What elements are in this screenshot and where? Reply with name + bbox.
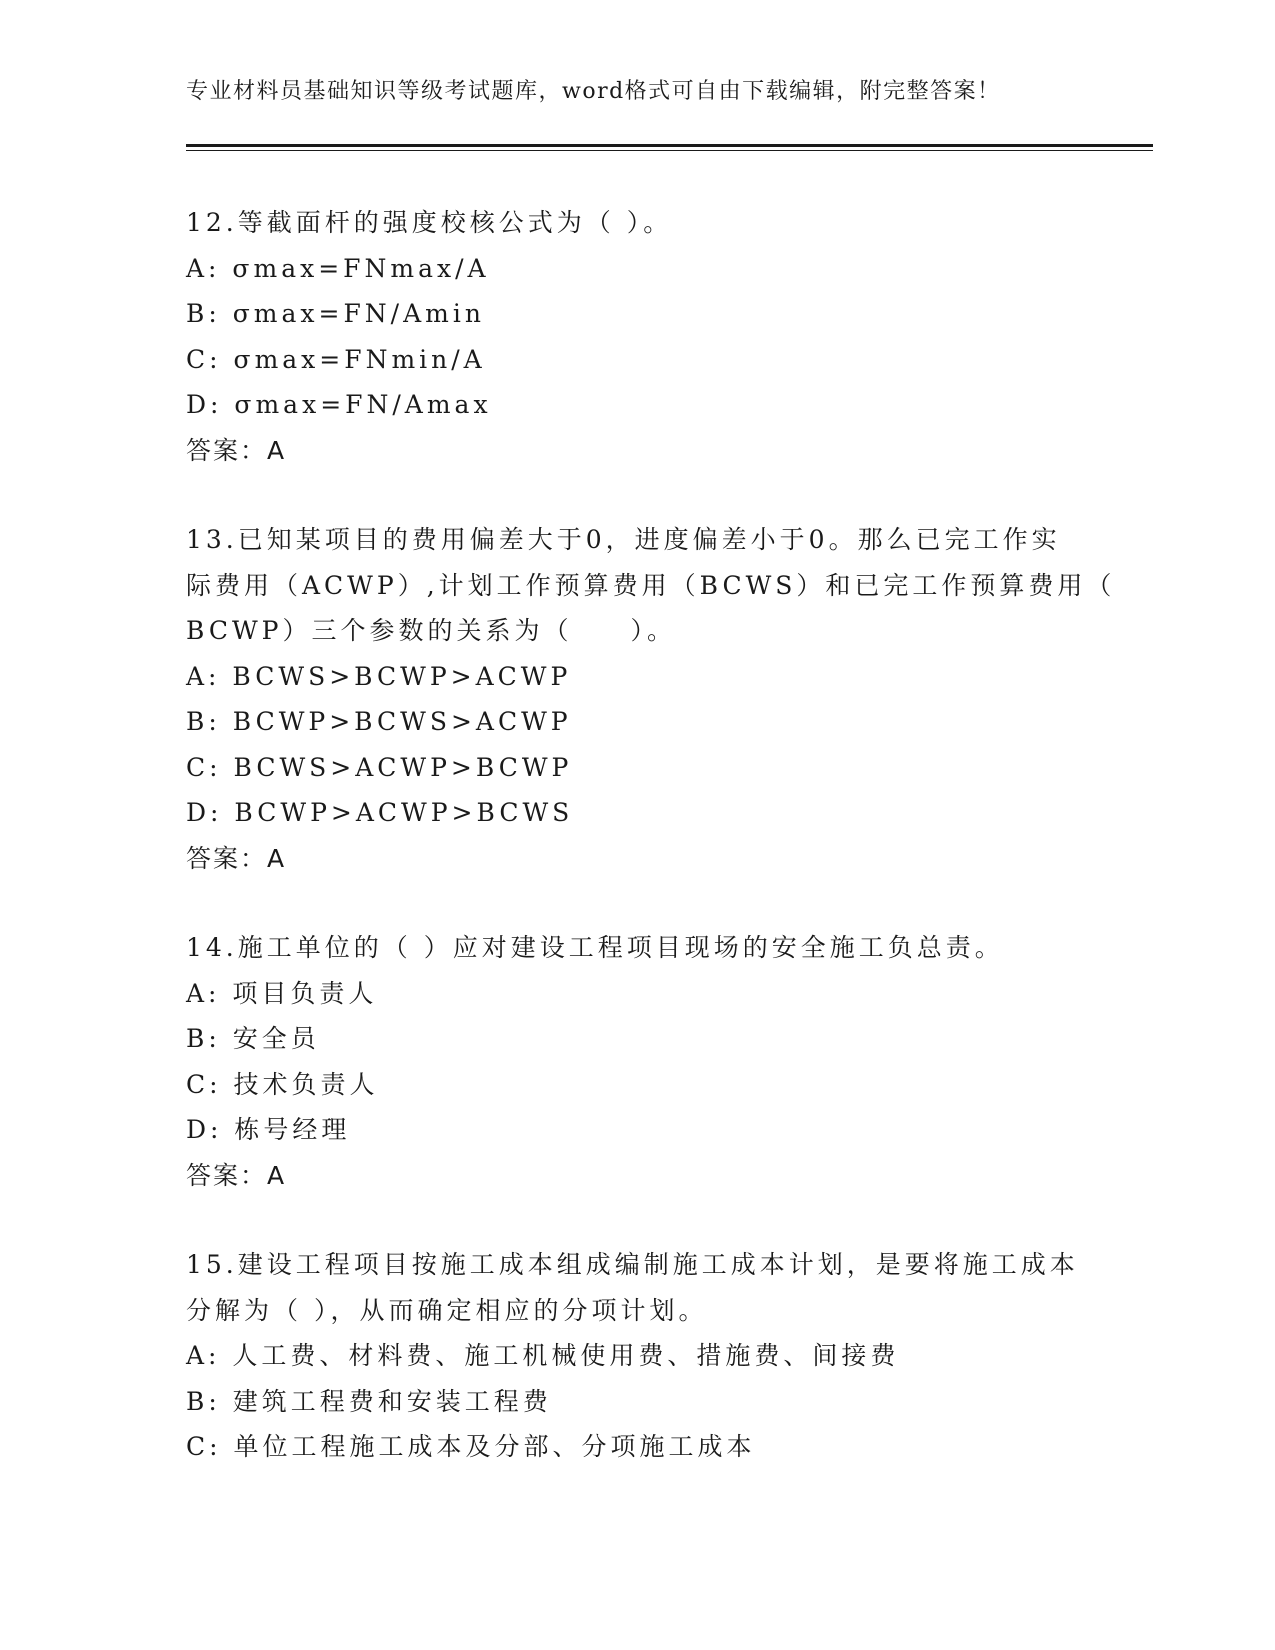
option-b: B: 建筑工程费和安装工程费 [186, 1386, 552, 1416]
option-c: C: 单位工程施工成本及分部、分项施工成本 [186, 1432, 756, 1461]
option-a: A: 人工费、材料费、施工机械使用费、措施费、间接费 [186, 1341, 900, 1370]
option-c: C: BCWS>ACWP>BCWP [186, 752, 573, 782]
answer-line: 答案：A [186, 843, 287, 873]
question-stem: 13.已知某项目的费用偏差大于0，进度偏差小于0。那么已完工作实 [186, 525, 1061, 554]
option-b: B: BCWP>BCWS>ACWP [186, 707, 572, 736]
option-a: A: σmax=FNmax/A [186, 253, 490, 283]
question-stem-cont: 际费用（ACWP）,计划工作预算费用（BCWS）和已完工作预算费用（ [186, 570, 1116, 600]
question-stem: 14.施工单位的（ ）应对建设工程项目现场的安全施工负总责。 [186, 933, 1004, 962]
option-c: C: 技术负责人 [186, 1069, 379, 1099]
question-stem-cont: 分解为（ ），从而确定相应的分项计划。 [186, 1295, 708, 1325]
option-d: D: BCWP>ACWP>BCWS [186, 798, 574, 827]
answer-line: 答案：A [186, 435, 287, 465]
header-rule-thick [186, 144, 1153, 147]
option-b: B: σmax=FN/Amin [186, 299, 485, 328]
option-a: A: BCWS>BCWP>ACWP [186, 661, 572, 691]
question-list [186, 200, 1116, 1514]
option-c: C: σmax=FNmin/A [186, 344, 486, 374]
question-15 [186, 1242, 1086, 1470]
option-a: A: 项目负责人 [186, 978, 378, 1008]
option-d: D: 栋号经理 [186, 1115, 351, 1144]
page-header: 专业材料员基础知识等级考试题库，word格式可自由下载编辑，附完整答案！ [186, 79, 1001, 104]
question-stem: 12.等截面杆的强度校核公式为（ ）。 [186, 208, 673, 237]
question-stem: 15.建设工程项目按施工成本组成编制施工成本计划，是要将施工成本 [186, 1250, 1079, 1279]
question-12 [186, 200, 1086, 473]
option-d: D: σmax=FN/Amax [186, 390, 492, 419]
answer-line: 答案：A [186, 1160, 287, 1190]
question-13 [186, 517, 1116, 881]
header-rule-thin [186, 150, 1153, 151]
question-stem-cont: BCWP）三个参数的关系为（ ）。 [186, 616, 676, 645]
option-b: B: 安全员 [186, 1024, 320, 1053]
question-14 [186, 925, 1086, 1198]
